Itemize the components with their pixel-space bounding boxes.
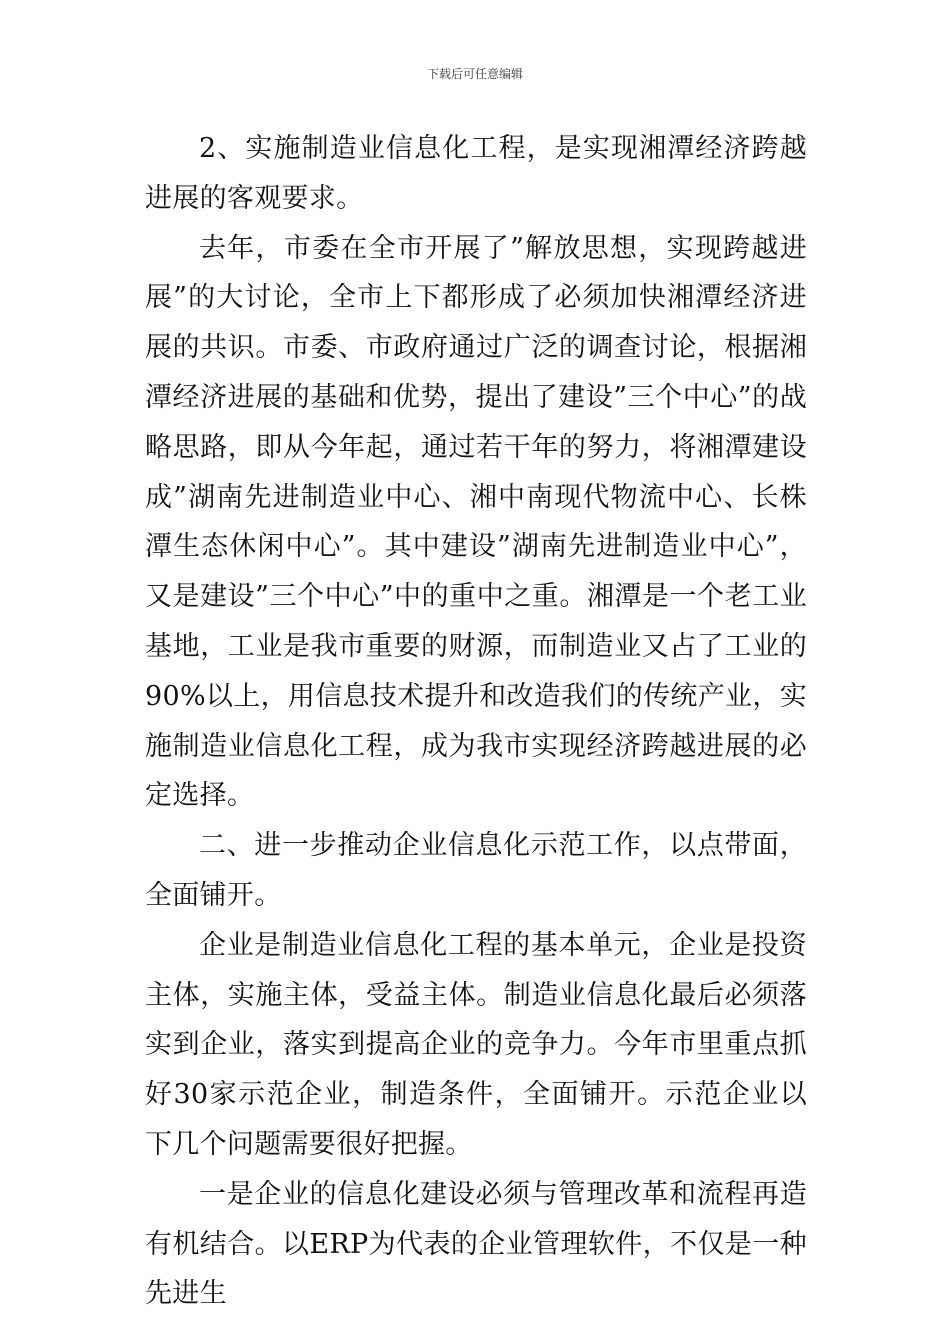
download-note: 下载后可任意编辑 bbox=[426, 67, 523, 81]
document-body bbox=[145, 124, 807, 1319]
paragraph-item-1: 一是企业的信息化建设必须与管理改革和流程再造有机结合。以ERP为代表的企业管理软件，不仅是一种先进生 bbox=[145, 1178, 807, 1310]
section-heading-2: 二、进一步推动企业信息化示范工作，以点带面，全面铺开。 bbox=[145, 830, 807, 911]
paragraph-background: 去年，市委在全市开展了”解放思想，实现跨越进展”的大讨论，全市上下都形成了必须加快湘潭经济进展的共识。市委、市政府通过广泛的调查讨论，根据湘潭经济进展的基础和优势，提出了建设”三个中心”的战略思路，即从今年起，通过若干年的努力，将湘潭建设成”湖南先进制造业中心、湘中南现代物流中心、长株潭生态休闲中心”。其中建设”湖南先进制造业中心”，又是建设”三个中心”中的重中之重。湘潭是一个老工业基地，工业是我市重要的财源，而制造业又占了工业的90%以上，用信息技术提升和改造我们的传统产业，实施制造业信息化工程，成为我市实现经济跨越进展的必定选择。 bbox=[145, 232, 807, 812]
paragraph-point-2: 2、实施制造业信息化工程，是实现湘潭经济跨越进展的客观要求。 bbox=[145, 133, 807, 214]
paragraph-enterprise: 企业是制造业信息化工程的基本单元，企业是投资主体，实施主体，受益主体。制造业信息化最后必须落实到企业，落实到提高企业的竞争力。今年市里重点抓好30家示范企业，制造条件，全面铺开。示范企业以下几个问题需要很好把握。 bbox=[145, 929, 807, 1160]
